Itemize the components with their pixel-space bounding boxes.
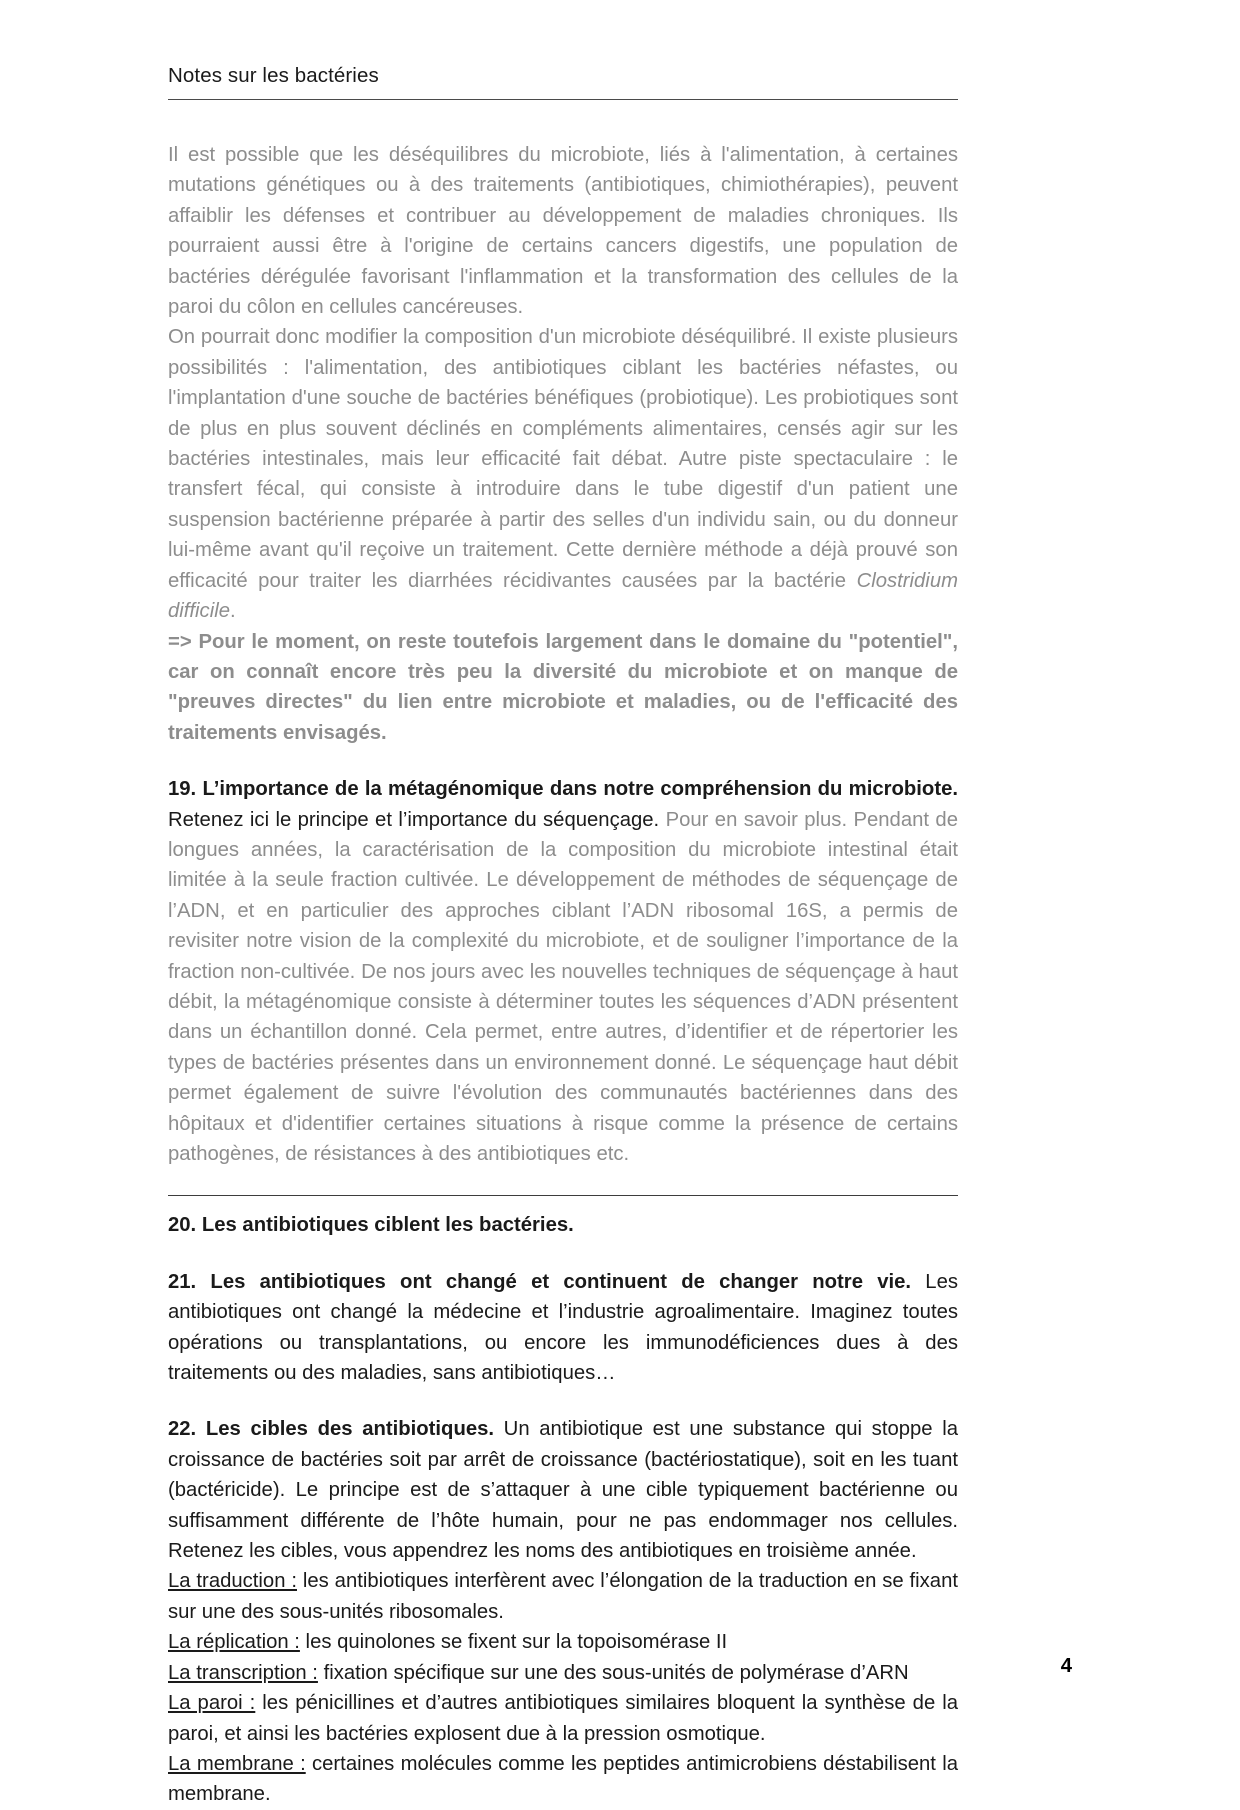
target-term-transcription: La transcription : (168, 1661, 318, 1684)
target-text-transcription: fixation spécifique sur une des sous-unités de polymérase d’ARN (317, 1661, 909, 1684)
section-22 (168, 1414, 958, 1566)
target-text-paroi: les pénicillines et d’autres antibiotiques similaires bloquent la synthèse de la paroi, et ainsi les bactéries explosent due à la pression osmotique. (168, 1692, 959, 1745)
page-number: 4 (1060, 1655, 1072, 1677)
intro-paragraph-2-text: On pourrait donc modifier la composition d'un microbiote déséquilibré. Il existe plusieurs possibilités : l'alimentation, des antibiotiques ciblant les bactéries néfastes, ou l'implantation d'une souche de bactéries bénéfiques (probiotique). Les probiotiques sont de plus en plus souvent déclinés en compléments alimentaires, censés agir sur les bactéries intestinales, mais leur efficacité fait débat. Autre piste spectaculaire : le transfert fécal, qui consiste à introduire dans le tube digestif d'un patient une suspension bactérienne préparée à partir des selles d'un individu sain, ou du donneur lui-même avant qu'il reçoive un traitement. Cette dernière méthode a déjà prouvé son efficacité pour traiter les diarrhées récidivantes causées par la bactérie (168, 326, 958, 592)
target-term-membrane: La membrane : (168, 1752, 306, 1775)
section-19-heading: 19. L’importance de la métagénomique dans notre compréhension du microbiote. (168, 778, 958, 801)
section-19 (168, 774, 958, 1169)
target-term-replication: La réplication : (168, 1631, 300, 1654)
target-item-paroi (168, 1688, 958, 1749)
target-term-paroi: La paroi : (168, 1692, 256, 1715)
section-19-heading-rest: Retenez ici le principe et l’importance du séquençage. (168, 808, 660, 831)
target-item-membrane (168, 1749, 958, 1810)
spacer (168, 1169, 958, 1195)
page-header (168, 62, 1072, 100)
section-21-heading: 21. Les antibiotiques ont changé et continuent de changer notre vie. (168, 1270, 912, 1293)
spacer (168, 748, 958, 774)
intro-paragraph-1: Il est possible que les déséquilibres du microbiote, liés à l'alimentation, à certaines mutations génétiques ou à des traitements (antibiotiques, chimiothérapies), peuvent affaiblir les défenses et contribuer au développement de maladies chroniques. Ils pourraient aussi être à l'origine de certains cancers digestifs, une population de bactéries dérégulée favorisant l'inflammation et la transformation des cellules de la paroi du côlon en cellules cancéreuses. (168, 144, 958, 319)
target-item-replication (168, 1627, 958, 1657)
header-divider (168, 99, 958, 100)
section-21 (168, 1267, 958, 1389)
intro-paragraph-2-end: . (230, 600, 236, 623)
section-20 (168, 1210, 958, 1240)
spacer (168, 1241, 958, 1267)
target-text-traduction: les antibiotiques interfèrent avec l’élongation de la traduction en se fixant sur une des sous-unités ribosomales. (168, 1570, 958, 1623)
target-term-traduction: La traduction : (168, 1570, 297, 1593)
section-22-heading: 22. Les cibles des antibiotiques. (168, 1418, 495, 1441)
spacer (168, 1388, 958, 1414)
target-item-traduction (168, 1566, 958, 1627)
intro-paragraph-2 (168, 322, 958, 626)
species-name-clostridium-difficile: Clostridium difficile (168, 569, 958, 623)
section-20-heading: 20. Les antibiotiques ciblent les bactéries. (168, 1214, 574, 1237)
target-text-membrane: certaines molécules comme les peptides antimicrobiens déstabilisent la membrane. (168, 1752, 959, 1806)
intro-conclusion-bold: => Pour le moment, on reste toutefois largement dans le domaine du "potentiel", car on connaît encore très peu la diversité du microbiote et on manque de "preuves directes" du lien entre microbiote et maladies, ou de l'efficacité des traitements envisagés. (168, 630, 958, 744)
section-19-body: Pour en savoir plus. Pendant de longues années, la caractérisation de la composition du microbiote intestinal était limitée à la seule fraction cultivée. Le développement de méthodes de séquençage de l’ADN, et en particulier des approches ciblant l’ADN ribosomal 16S, a permis de revisiter notre vision de la complexité du microbiote, et de souligner l’importance de la fraction non-cultivée. De nos jours avec les nouvelles techniques de séquençage à haut débit, la métagénomique consiste à déterminer toutes les séquences d’ADN présentent dans un échantillon donné. Cela permet, entre autres, d’identifier et de répertorier les types de bactéries présentes dans un environnement donné. Le séquençage haut débit permet également de suivre l'évolution des communautés bactériennes dans des hôpitaux et d'identifier certaines situations à risque comme la présence de certains pathogènes, de résistances à des antibiotiques etc. (168, 808, 958, 1165)
document-body (168, 140, 958, 1810)
section-21-body: Les antibiotiques ont changé la médecine et l’industrie agroalimentaire. Imaginez toutes opérations ou transplantations, ou encore les immunodéficiences dues à des traitements ou des maladies, sans antibiotiques… (168, 1270, 958, 1385)
header-title: Notes sur les bactéries (168, 64, 379, 87)
spacer (168, 1196, 958, 1210)
target-text-replication: les quinolones se fixent sur la topoisomérase II (299, 1631, 728, 1654)
section-22-body: Un antibiotique est une substance qui stoppe la croissance de bactéries soit par arrêt de croissance (bactériostatique), soit en les tuant (bactéricide). Le principe est de s’attaquer à une cible typiquement bactérienne ou suffisamment différente de l’hôte humain, pour ne pas endommager nos cellules. Retenez les cibles, vous appendrez les noms des antibiotiques en troisième année. (168, 1418, 959, 1563)
target-item-transcription (168, 1658, 958, 1688)
